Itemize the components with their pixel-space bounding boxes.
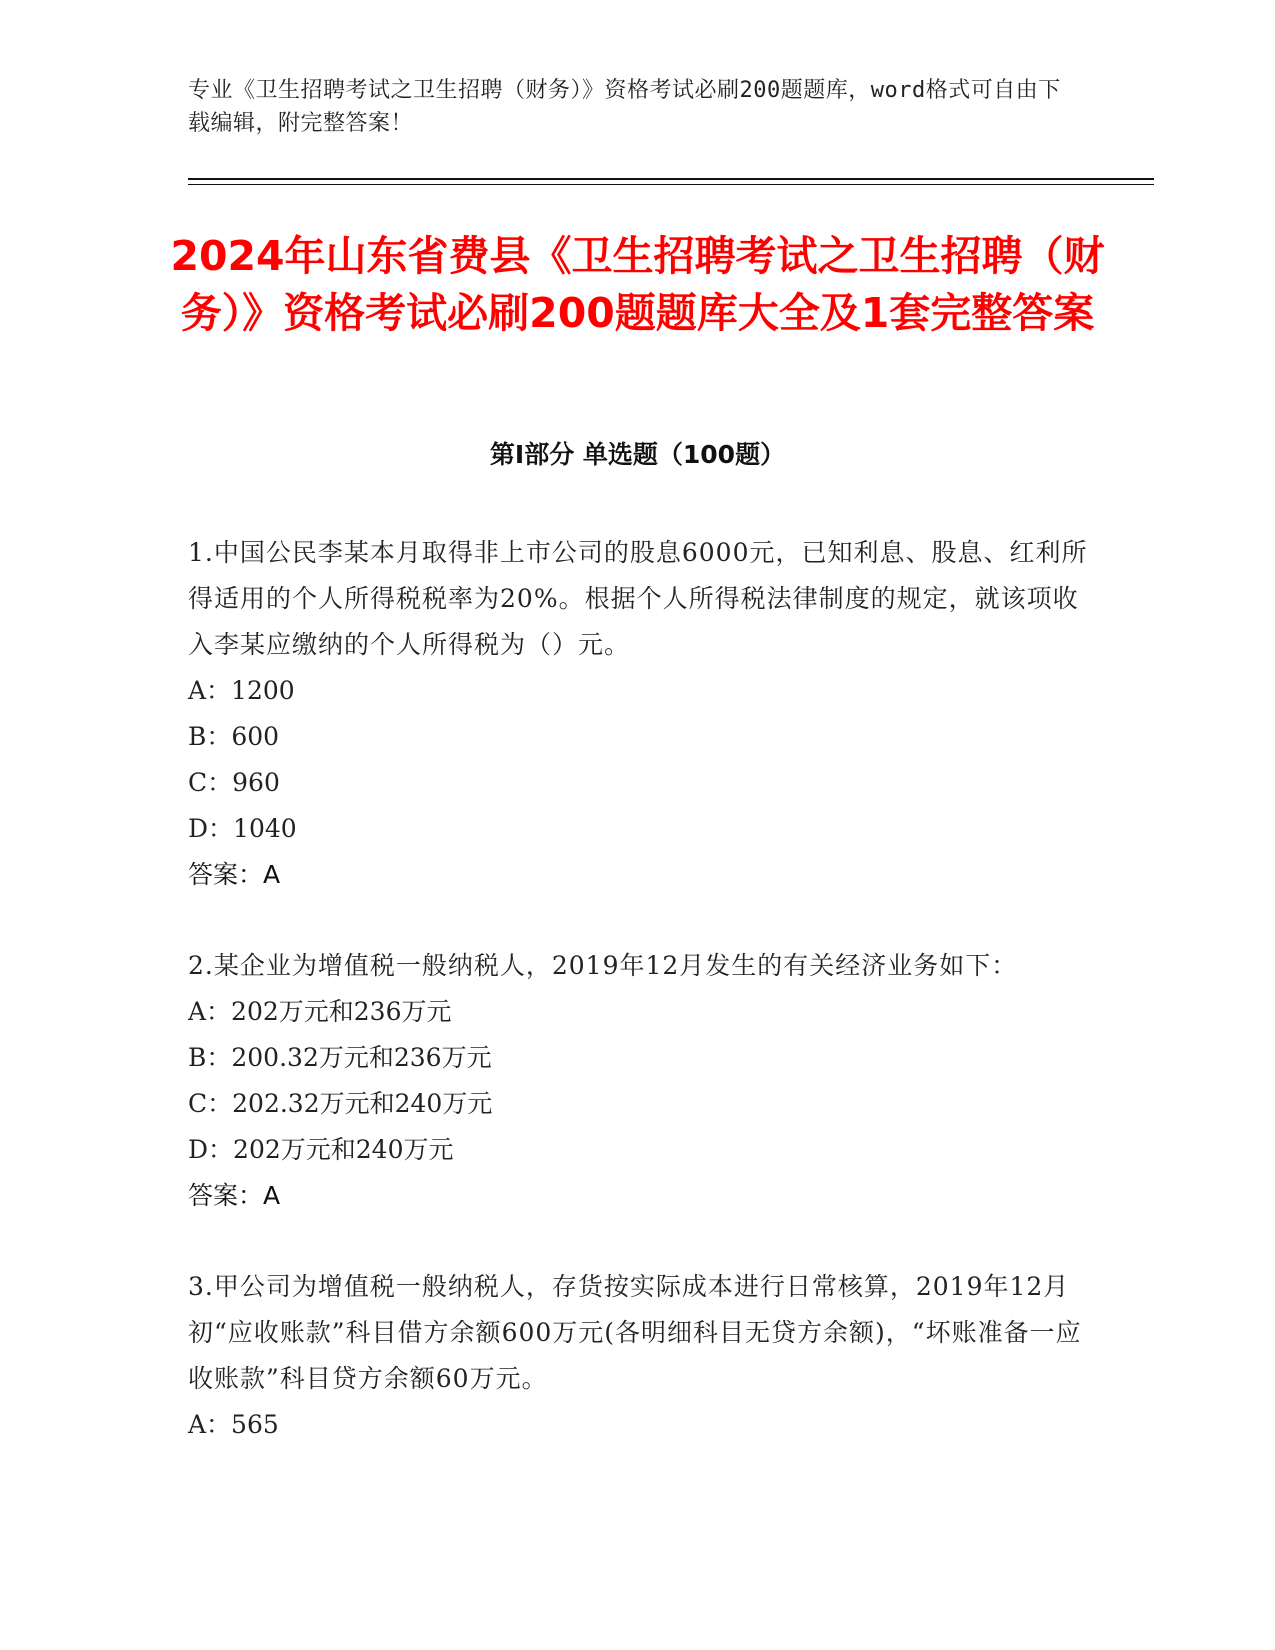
question-2 bbox=[188, 943, 1088, 1219]
option-a: A：565 bbox=[188, 1410, 279, 1439]
answer: 答案：A bbox=[188, 1181, 281, 1210]
question-1 bbox=[188, 530, 1088, 898]
question-stem: 1.中国公民李某本月取得非上市公司的股息6000元，已知利息、股息、红利所得适用的个人所得税税率为20%。根据个人所得税法律制度的规定，就该项收入李某应缴纳的个人所得税为（）元。 bbox=[188, 538, 1088, 659]
header-note: 专业《卫生招聘考试之卫生招聘（财务）》资格考试必刷200题题库，word格式可自由下载编辑，附完整答案！ bbox=[188, 78, 1061, 136]
option-c: C：202.32万元和240万元 bbox=[188, 1089, 493, 1118]
header-rule-thin bbox=[188, 184, 1154, 185]
section-heading: 第I部分 单选题（100题） bbox=[489, 440, 786, 469]
question-stem: 2.某企业为增值税一般纳税人，2019年12月发生的有关经济业务如下： bbox=[188, 951, 1018, 980]
question-stem: 3.甲公司为增值税一般纳税人，存货按实际成本进行日常核算，2019年12月初“应收账款”科目借方余额600万元(各明细科目无贷方余额)，“坏账准备一应收账款”科目贷方余额60万元。 bbox=[188, 1272, 1082, 1393]
header-rule-thick bbox=[188, 178, 1154, 180]
option-a: A：1200 bbox=[188, 676, 295, 705]
question-3 bbox=[188, 1264, 1088, 1448]
option-b: B：200.32万元和236万元 bbox=[188, 1043, 492, 1072]
option-c: C：960 bbox=[188, 768, 280, 797]
answer: 答案：A bbox=[188, 860, 281, 889]
option-a: A：202万元和236万元 bbox=[188, 997, 452, 1026]
option-d: D：1040 bbox=[188, 814, 297, 843]
document-title: 2024年山东省费县《卫生招聘考试之卫生招聘（财务）》资格考试必刷200题题库大全及1套完整答案 bbox=[170, 232, 1105, 337]
option-d: D：202万元和240万元 bbox=[188, 1135, 454, 1164]
question-list bbox=[188, 530, 1088, 1493]
option-b: B：600 bbox=[188, 722, 280, 751]
